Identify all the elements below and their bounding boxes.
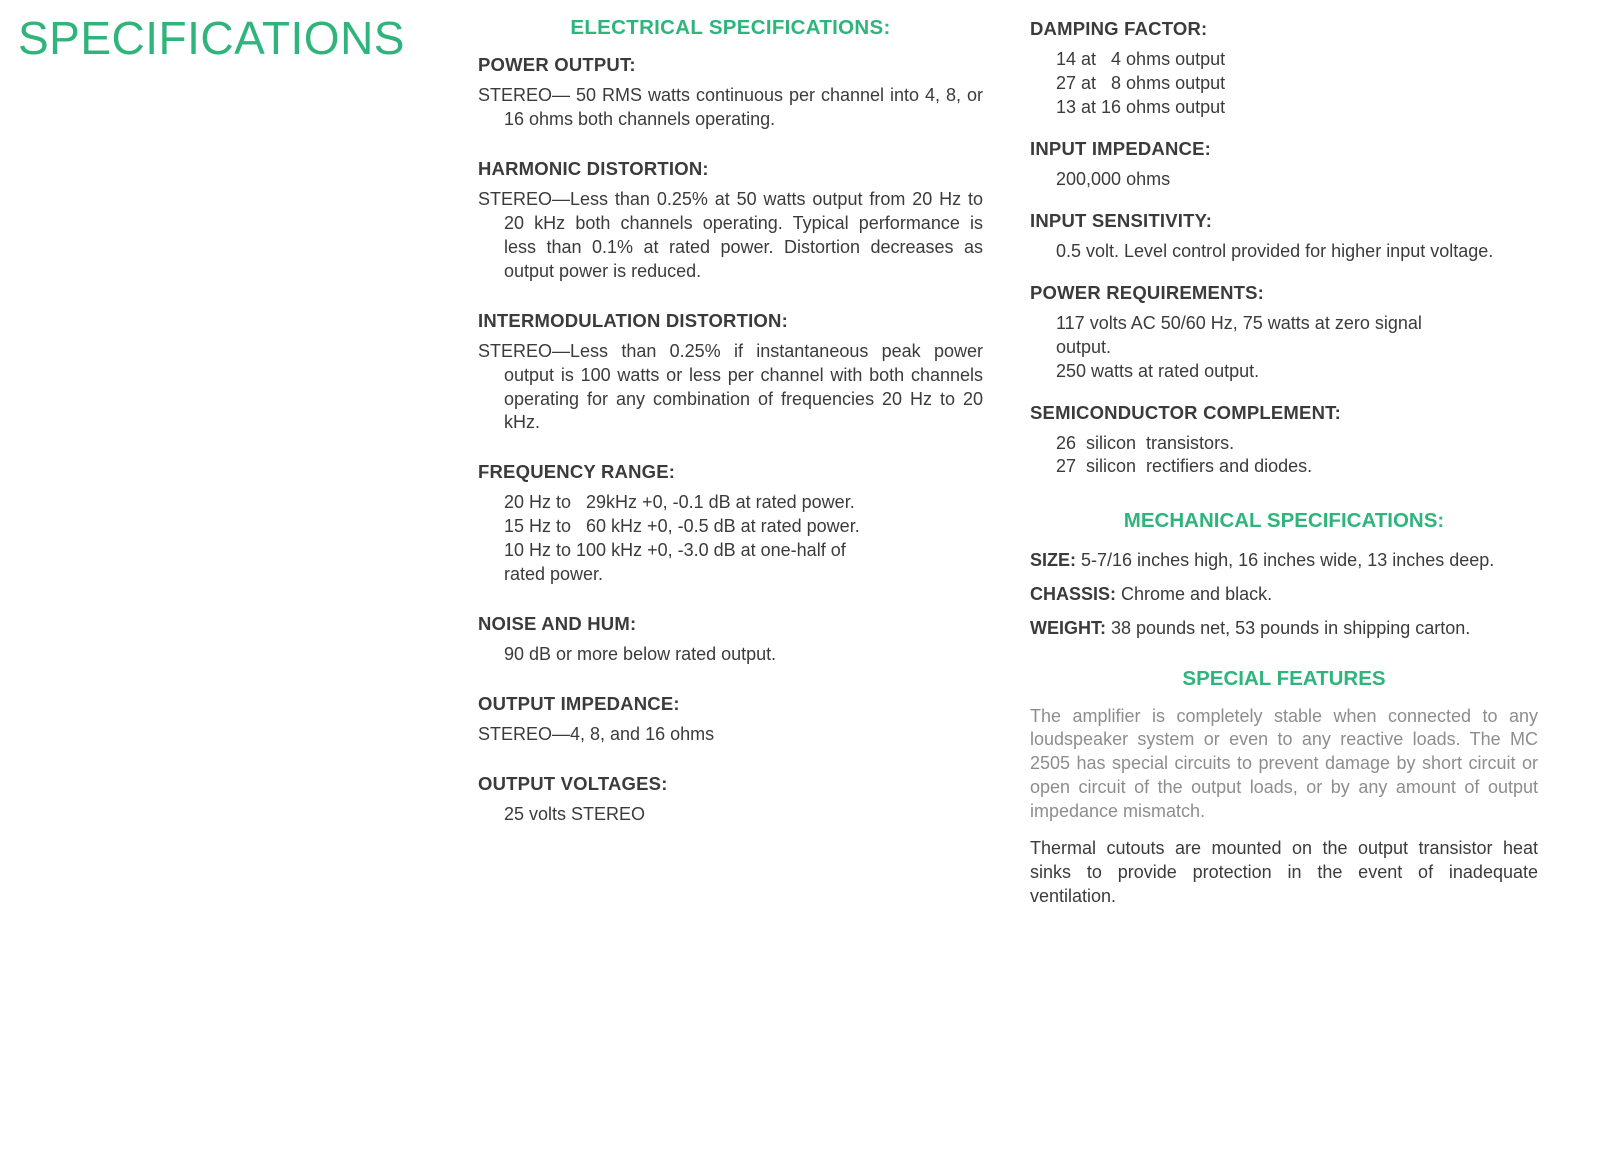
spec-line: output. — [1056, 336, 1112, 357]
special-features-paragraph: The amplifier is completely stable when connected to any loudspeaker system or even to any reactive loads. The MC 2505 has special circuits to prevent damage by short circuit or open circuit of the output loads, or by any amount of output impedance mismatch. — [1030, 705, 1538, 821]
spec-body — [1030, 432, 1538, 480]
spec-label: INPUT SENSITIVITY: — [1030, 209, 1213, 231]
spec-body: STEREO—4, 8, and 16 ohms — [478, 724, 715, 745]
spec-body — [1030, 48, 1538, 120]
spec-semiconductor-complement — [1030, 402, 1538, 480]
spec-body: STEREO—Less than 0.25% if instantaneous peak power output is 100 watts or less per channel with both channels operating for any combination of frequencies 20 Hz to 20 kHz. — [478, 340, 983, 433]
spec-label: POWER OUTPUT: — [478, 54, 636, 75]
spec-label: FREQUENCY RANGE: — [478, 461, 676, 483]
mechanical-item-weight — [1030, 617, 1538, 641]
mechanical-item-value: Chrome and black. — [1116, 584, 1273, 605]
spec-label: POWER REQUIREMENTS: — [1030, 281, 1265, 303]
spec-power-output — [478, 54, 983, 132]
spec-label: INTERMODULATION DISTORTION: — [478, 309, 788, 331]
spec-line: 27 silicon rectifiers and diodes. — [1056, 456, 1313, 477]
spec-label: INPUT IMPEDANCE: — [1030, 137, 1212, 159]
mechanical-item-label: SIZE: — [1030, 550, 1077, 571]
spec-input-sensitivity — [1030, 210, 1538, 264]
electrical-specifications-column — [478, 16, 983, 853]
spec-line: 117 volts AC 50/60 Hz, 75 watts at zero signal — [1056, 312, 1422, 333]
spec-intermodulation-distortion — [478, 310, 983, 436]
electrical-specifications-heading: ELECTRICAL SPECIFICATIONS: — [570, 16, 891, 39]
spec-line: 250 watts at rated output. — [1056, 360, 1260, 381]
spec-body: 25 volts STEREO — [504, 804, 646, 824]
spec-body: 0.5 volt. Level control provided for higher input voltage. — [1056, 240, 1494, 261]
mechanical-item-size — [1030, 549, 1538, 573]
spec-body: STEREO—Less than 0.25% at 50 watts output from 20 Hz to 20 kHz both channels operating. Typical performance is less than 0.1% at rated power. Distortion decreases as output power is reduced. — [478, 188, 983, 281]
spec-input-impedance — [1030, 138, 1538, 192]
mechanical-item-chassis — [1030, 583, 1538, 607]
spec-body: 90 dB or more below rated output. — [504, 644, 777, 665]
mechanical-specifications-list — [1030, 549, 1538, 640]
title-column — [18, 14, 458, 62]
spec-line: 26 silicon transistors. — [1056, 432, 1235, 453]
mechanical-item-label: WEIGHT: — [1030, 617, 1106, 638]
spec-line: 14 at 4 ohms output — [1056, 49, 1226, 69]
special-features-heading: SPECIAL FEATURES — [1182, 666, 1386, 690]
spec-line: 20 Hz to 29kHz +0, -0.1 dB at rated power. — [504, 492, 855, 513]
spec-body — [1030, 312, 1538, 384]
spec-noise-and-hum — [478, 613, 983, 667]
spec-line: 27 at 8 ohms output — [1056, 72, 1226, 93]
spec-line: rated power. — [504, 564, 604, 585]
spec-line: 10 Hz to 100 kHz +0, -3.0 dB at one-half of — [504, 540, 846, 561]
spec-output-voltages — [478, 773, 983, 827]
spec-body: STEREO— 50 RMS watts continuous per channel into 4, 8, or 16 ohms both channels operating. — [478, 85, 983, 129]
mechanical-item-value: 38 pounds net, 53 pounds in shipping carton. — [1106, 617, 1471, 638]
spec-damping-factor — [1030, 18, 1538, 120]
spec-label: HARMONIC DISTORTION: — [478, 157, 709, 179]
mechanical-item-label: CHASSIS: — [1030, 584, 1117, 605]
spec-label: NOISE AND HUM: — [478, 613, 637, 635]
spec-label: DAMPING FACTOR: — [1030, 18, 1208, 39]
spec-harmonic-distortion — [478, 158, 983, 284]
spec-label: OUTPUT VOLTAGES: — [478, 773, 668, 794]
spec-frequency-range — [478, 461, 983, 587]
spec-label: OUTPUT IMPEDANCE: — [478, 693, 680, 715]
spec-line: 13 at 16 ohms output — [1056, 96, 1226, 117]
page-title: SPECIFICATIONS — [18, 12, 405, 64]
spec-power-requirements — [1030, 282, 1538, 384]
spec-body: 200,000 ohms — [1056, 168, 1171, 189]
special-features-paragraph: Thermal cutouts are mounted on the output transistor heat sinks to provide protection in the event of inadequate ventilation. — [1030, 838, 1538, 906]
spec-output-impedance — [478, 693, 983, 747]
mechanical-specifications-heading: MECHANICAL SPECIFICATIONS: — [1123, 509, 1445, 533]
right-column — [1030, 18, 1538, 923]
spec-line: 15 Hz to 60 kHz +0, -0.5 dB at rated power. — [504, 516, 860, 537]
spec-label: SEMICONDUCTOR COMPLEMENT: — [1030, 401, 1341, 423]
mechanical-item-value: 5-7/16 inches high, 16 inches wide, 13 inches deep. — [1076, 550, 1495, 571]
spec-body — [478, 491, 983, 587]
